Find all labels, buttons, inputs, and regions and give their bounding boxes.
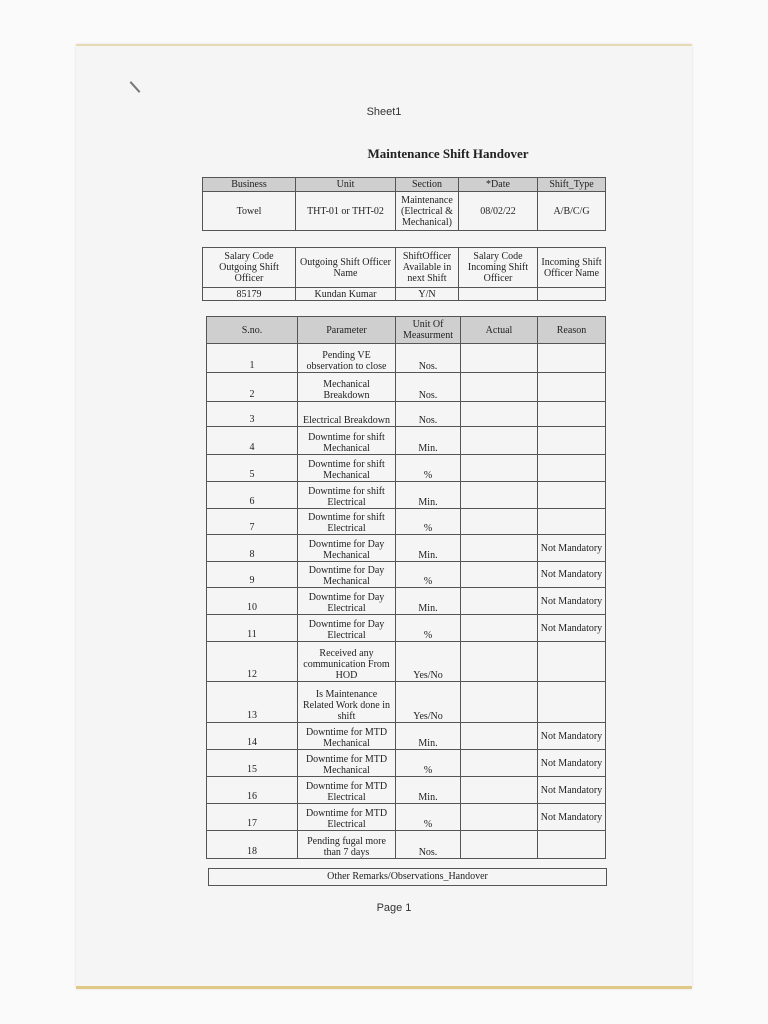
- row-actual: [461, 344, 538, 373]
- row-sno: 11: [207, 615, 298, 642]
- officer-value-outgoing-code: 85179: [203, 288, 296, 301]
- table-row: [207, 750, 606, 777]
- row-reason: [538, 482, 606, 509]
- info-header-section: Section: [396, 178, 459, 192]
- row-sno: 5: [207, 455, 298, 482]
- row-sno: 13: [207, 682, 298, 723]
- row-parameter: Downtime for Day Mechanical: [298, 535, 396, 562]
- info-table: [202, 177, 606, 231]
- row-parameter: Mechanical Breakdown: [298, 373, 396, 402]
- table-row: [207, 642, 606, 682]
- row-reason: Not Mandatory: [538, 777, 606, 804]
- info-value-date: 08/02/22: [459, 192, 538, 231]
- document-title: Maintenance Shift Handover: [367, 146, 529, 161]
- table-row: [207, 682, 606, 723]
- row-reason: [538, 373, 606, 402]
- row-reason: [538, 344, 606, 373]
- row-sno: 9: [207, 562, 298, 588]
- page-number: Page 1: [376, 902, 412, 914]
- row-unit: Min.: [396, 723, 461, 750]
- row-parameter: Pending VE observation to close: [298, 344, 396, 373]
- row-sno: 2: [207, 373, 298, 402]
- row-parameter: Is Maintenance Related Work done in shift: [298, 682, 396, 723]
- table-row: [207, 344, 606, 373]
- row-parameter: Downtime for MTD Electrical: [298, 777, 396, 804]
- row-unit: Yes/No: [396, 682, 461, 723]
- row-unit: Nos.: [396, 373, 461, 402]
- row-reason: Not Mandatory: [538, 588, 606, 615]
- row-unit: %: [396, 562, 461, 588]
- row-reason: Not Mandatory: [538, 615, 606, 642]
- officer-value-incoming-name: [538, 288, 606, 301]
- row-actual: [461, 831, 538, 859]
- row-actual: [461, 615, 538, 642]
- row-actual: [461, 535, 538, 562]
- info-header-shift-type: Shift_Type: [538, 178, 606, 192]
- table-row: [207, 562, 606, 588]
- row-sno: 17: [207, 804, 298, 831]
- row-parameter: Pending fugal more than 7 days: [298, 831, 396, 859]
- row-actual: [461, 777, 538, 804]
- officer-value-available: Y/N: [396, 288, 459, 301]
- row-parameter: Downtime for MTD Mechanical: [298, 723, 396, 750]
- officer-header-outgoing-code: Salary Code Outgoing Shift Officer: [203, 248, 296, 288]
- row-actual: [461, 682, 538, 723]
- row-unit: %: [396, 615, 461, 642]
- row-actual: [461, 642, 538, 682]
- table-row: [207, 535, 606, 562]
- param-header-unit: Unit Of Measurment: [396, 317, 461, 344]
- row-reason: Not Mandatory: [538, 750, 606, 777]
- row-reason: [538, 402, 606, 427]
- row-actual: [461, 455, 538, 482]
- info-value-business: Towel: [203, 192, 296, 231]
- officer-value-outgoing-name: Kundan Kumar: [296, 288, 396, 301]
- row-sno: 12: [207, 642, 298, 682]
- row-parameter: Downtime for Day Mechanical: [298, 562, 396, 588]
- row-parameter: Downtime for shift Electrical: [298, 482, 396, 509]
- row-reason: [538, 455, 606, 482]
- row-actual: [461, 373, 538, 402]
- info-header-date: *Date: [459, 178, 538, 192]
- row-actual: [461, 723, 538, 750]
- row-reason: Not Mandatory: [538, 723, 606, 750]
- row-actual: [461, 482, 538, 509]
- row-reason: [538, 427, 606, 455]
- row-unit: Min.: [396, 427, 461, 455]
- remarks-box: Other Remarks/Observations_Handover: [208, 868, 607, 886]
- row-unit: %: [396, 455, 461, 482]
- row-sno: 14: [207, 723, 298, 750]
- row-sno: 8: [207, 535, 298, 562]
- row-unit: Min.: [396, 588, 461, 615]
- param-header-reason: Reason: [538, 317, 606, 344]
- row-actual: [461, 750, 538, 777]
- row-sno: 6: [207, 482, 298, 509]
- table-row: [207, 723, 606, 750]
- table-row: [207, 588, 606, 615]
- info-value-shift-type: A/B/C/G: [538, 192, 606, 231]
- row-unit: Yes/No: [396, 642, 461, 682]
- row-unit: Min.: [396, 535, 461, 562]
- officer-header-outgoing-name: Outgoing Shift Officer Name: [296, 248, 396, 288]
- row-unit: Nos.: [396, 831, 461, 859]
- row-actual: [461, 509, 538, 535]
- table-row: [207, 455, 606, 482]
- row-reason: Not Mandatory: [538, 562, 606, 588]
- row-unit: %: [396, 804, 461, 831]
- info-header-unit: Unit: [296, 178, 396, 192]
- row-unit: Nos.: [396, 344, 461, 373]
- row-unit: Min.: [396, 777, 461, 804]
- sheet-name: Sheet1: [366, 106, 402, 118]
- row-reason: [538, 682, 606, 723]
- row-parameter: Downtime for shift Mechanical: [298, 455, 396, 482]
- row-unit: Min.: [396, 482, 461, 509]
- table-row: [207, 373, 606, 402]
- row-actual: [461, 588, 538, 615]
- param-header-actual: Actual: [461, 317, 538, 344]
- table-row: [207, 509, 606, 535]
- row-sno: 10: [207, 588, 298, 615]
- row-actual: [461, 804, 538, 831]
- param-header-parameter: Parameter: [298, 317, 396, 344]
- table-row: [207, 831, 606, 859]
- row-actual: [461, 562, 538, 588]
- row-reason: [538, 831, 606, 859]
- officer-header-incoming-name: Incoming Shift Officer Name: [538, 248, 606, 288]
- row-parameter: Downtime for MTD Electrical: [298, 804, 396, 831]
- row-unit: %: [396, 509, 461, 535]
- row-reason: [538, 509, 606, 535]
- row-parameter: Downtime for Day Electrical: [298, 615, 396, 642]
- row-reason: Not Mandatory: [538, 804, 606, 831]
- table-row: [207, 482, 606, 509]
- parameter-table: [206, 316, 606, 859]
- officer-table: [202, 247, 606, 301]
- info-value-section: Maintenance (Electrical & Mechanical): [396, 192, 459, 231]
- row-actual: [461, 427, 538, 455]
- row-unit: %: [396, 750, 461, 777]
- info-header-business: Business: [203, 178, 296, 192]
- officer-header-available: ShiftOfficer Available in next Shift: [396, 248, 459, 288]
- row-sno: 18: [207, 831, 298, 859]
- row-unit: Nos.: [396, 402, 461, 427]
- row-parameter: Downtime for Day Electrical: [298, 588, 396, 615]
- row-sno: 3: [207, 402, 298, 427]
- row-parameter: Received any communication From HOD: [298, 642, 396, 682]
- row-sno: 4: [207, 427, 298, 455]
- row-sno: 16: [207, 777, 298, 804]
- row-parameter: Electrical Breakdown: [298, 402, 396, 427]
- table-row: [207, 777, 606, 804]
- row-parameter: Downtime for MTD Mechanical: [298, 750, 396, 777]
- row-sno: 1: [207, 344, 298, 373]
- param-header-sno: S.no.: [207, 317, 298, 344]
- row-parameter: Downtime for shift Electrical: [298, 509, 396, 535]
- officer-header-incoming-code: Salary Code Incoming Shift Officer: [459, 248, 538, 288]
- info-value-unit: THT-01 or THT-02: [296, 192, 396, 231]
- row-sno: 7: [207, 509, 298, 535]
- table-row: [207, 402, 606, 427]
- table-row: [207, 427, 606, 455]
- row-reason: Not Mandatory: [538, 535, 606, 562]
- row-parameter: Downtime for shift Mechanical: [298, 427, 396, 455]
- row-sno: 15: [207, 750, 298, 777]
- officer-value-incoming-code: [459, 288, 538, 301]
- table-row: [207, 615, 606, 642]
- row-reason: [538, 642, 606, 682]
- row-actual: [461, 402, 538, 427]
- table-row: [207, 804, 606, 831]
